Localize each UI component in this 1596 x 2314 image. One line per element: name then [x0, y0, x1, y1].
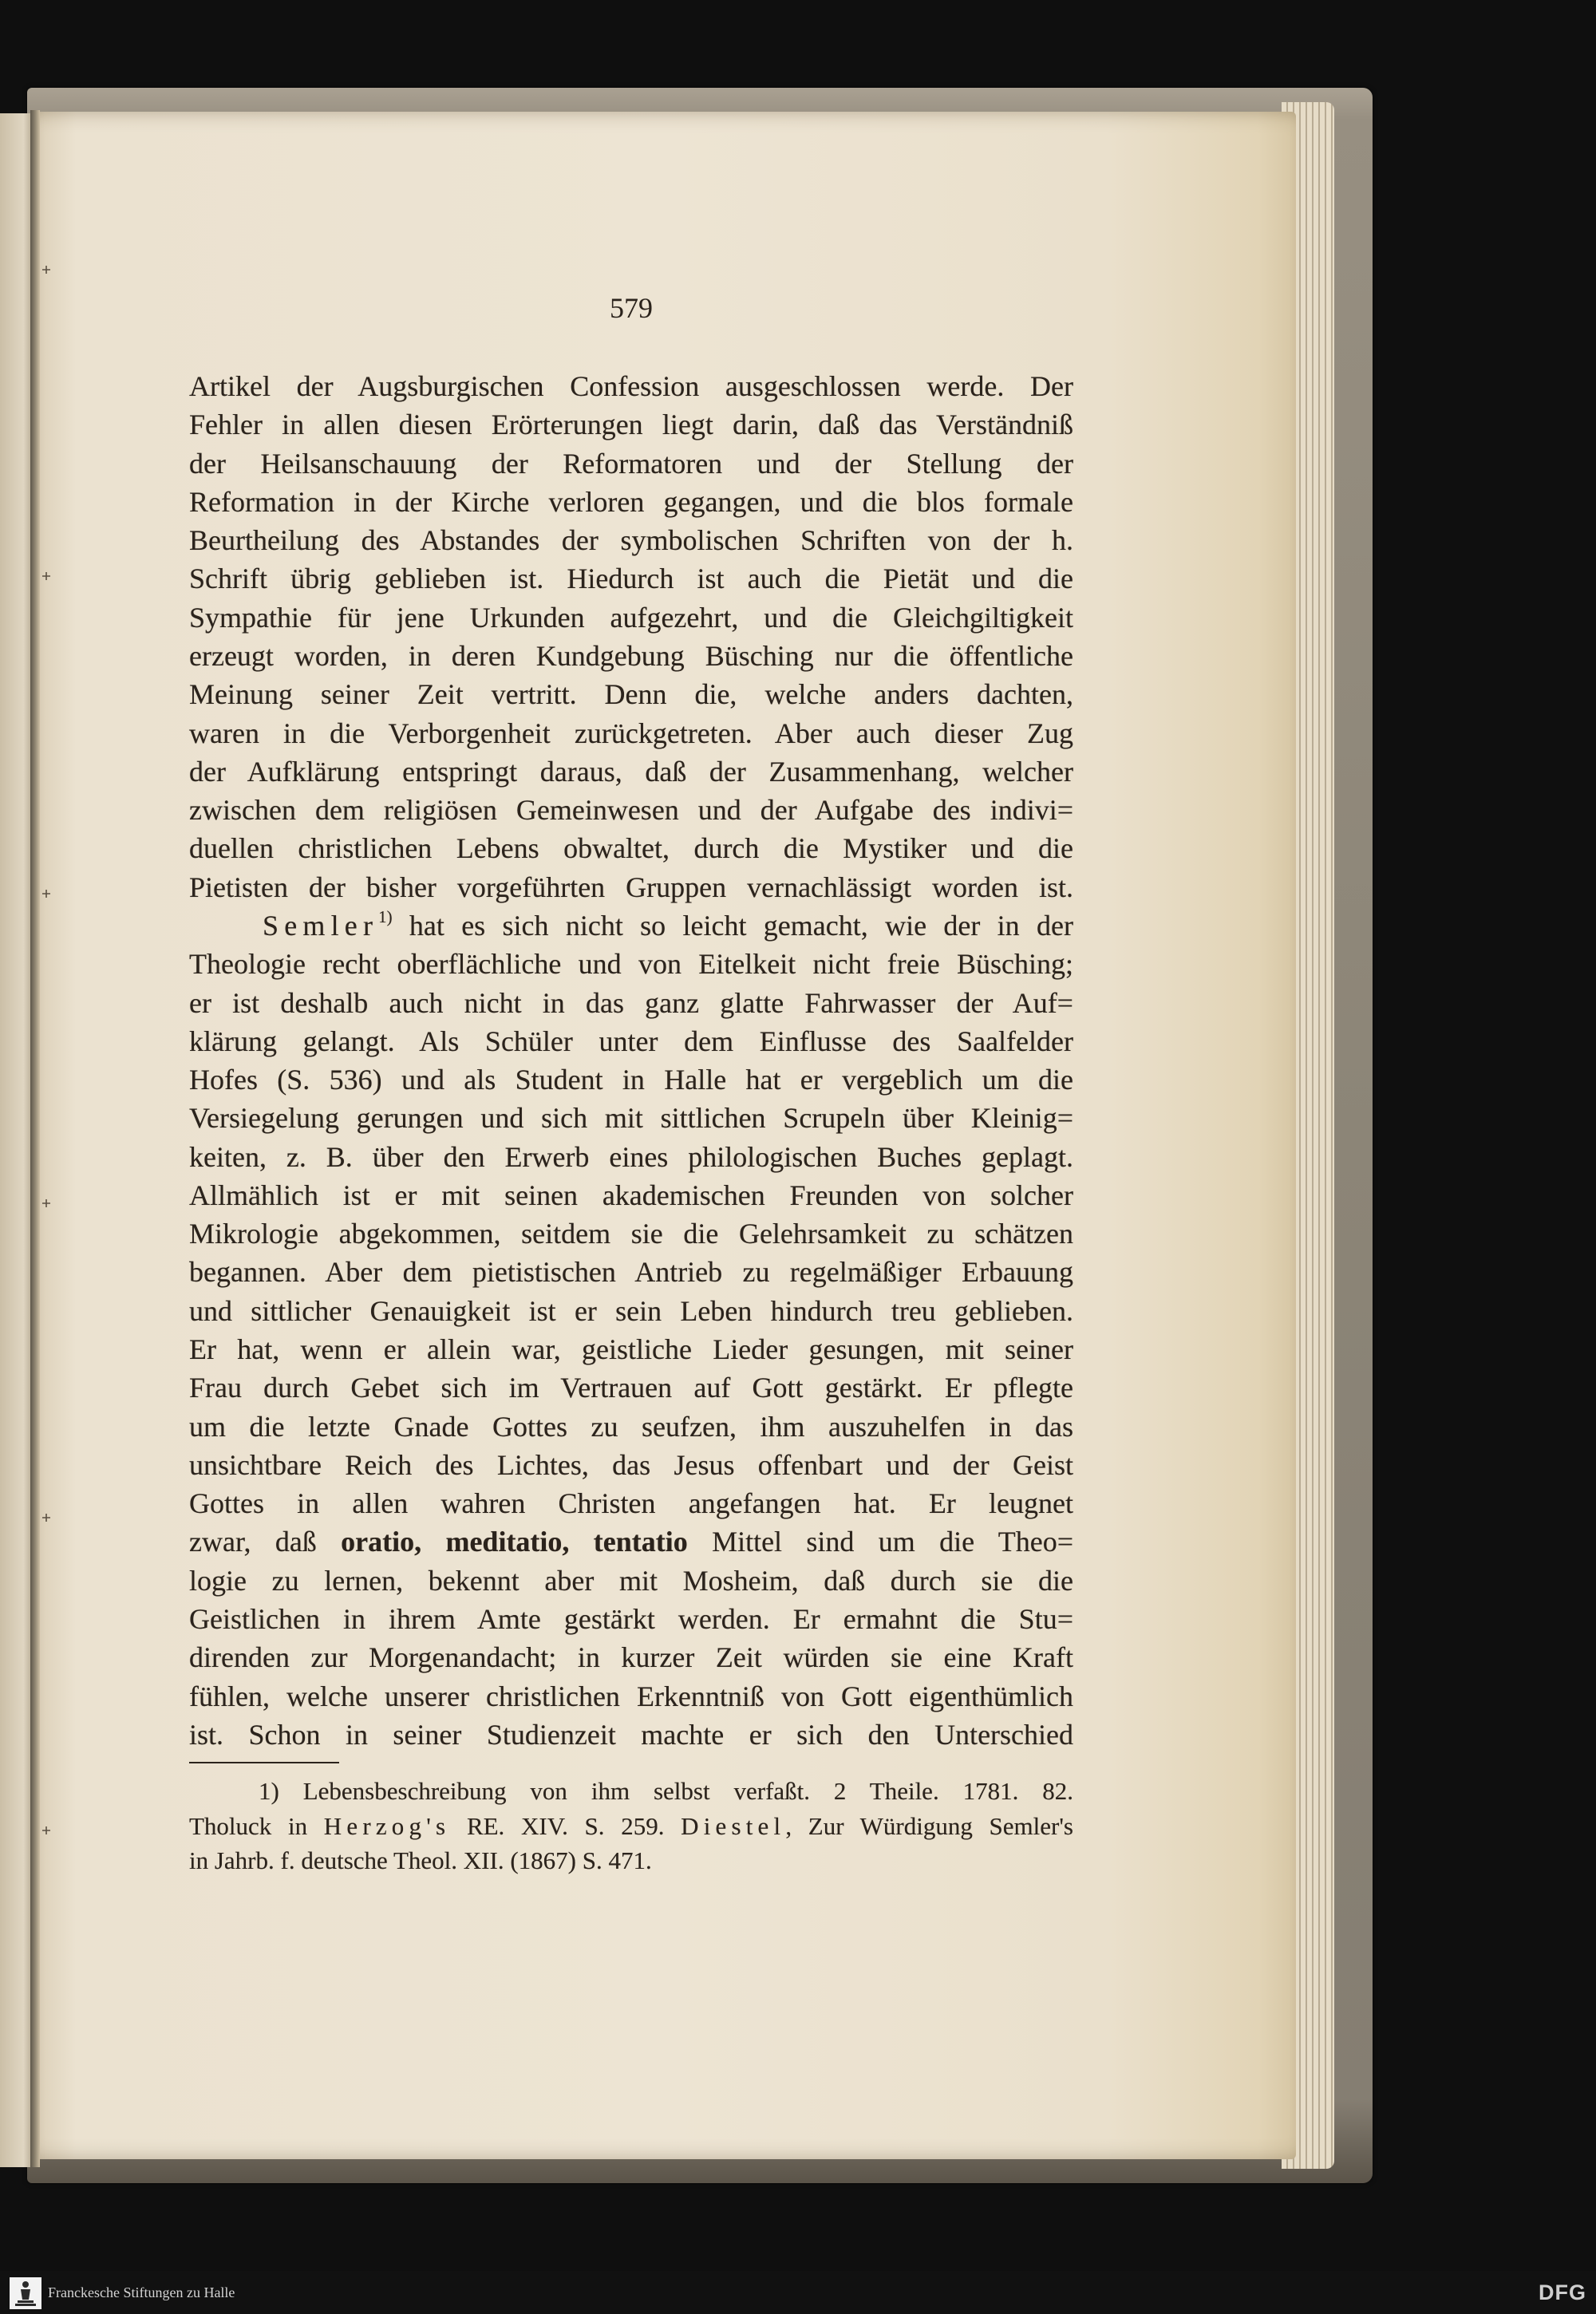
body-text-line: der Aufklärung entspringt daraus, daß der Zusammenhang, welcher: [189, 755, 1073, 788]
body-text-line: direnden zur Morgenandacht; in kurzer Zeit würden sie eine Kraft: [189, 1641, 1073, 1674]
body-text-line: duellen christlichen Lebens obwaltet, durch die Mystiker und die: [189, 832, 1073, 865]
body-text-line: logie zu lernen, bekennt aber mit Mosheim, daß durch sie die: [189, 1564, 1073, 1597]
stitch-mark: [41, 571, 51, 581]
footnote-line: in Jahrb. f. deutsche Theol. XII. (1867) S. 471.: [189, 1846, 652, 1874]
stitch-mark: [41, 1198, 51, 1208]
body-text-line: ist. Schon in seiner Studienzeit machte er sich den Unterschied: [189, 1718, 1073, 1751]
author-name-spaced: Semler: [263, 909, 379, 942]
body-text-line: er ist deshalb auch nicht in das ganz glatte Fahrwasser der Auf=: [189, 986, 1073, 1019]
footnote-rule: [189, 1762, 339, 1763]
institution-logo: [10, 2277, 41, 2309]
body-text-line: um die letzte Gnade Gottes zu seufzen, ihm auszuhelfen in das: [189, 1410, 1073, 1443]
body-text-line: Artikel der Augsburgischen Confession ausgeschlossen werde. Der: [189, 370, 1073, 402]
body-text-line: erzeugt worden, in deren Kundgebung Büsching nur die öffentliche: [189, 639, 1073, 672]
stitch-mark: [41, 1513, 51, 1522]
body-text-line: [189, 1522, 1073, 1561]
body-text-line: zwischen dem religiösen Gemeinwesen und der Aufgabe des indivi=: [189, 794, 1073, 827]
line-text: RE. XIV. S. 259.: [450, 1811, 681, 1840]
footnote-ref: 1): [378, 907, 393, 927]
body-text-line: Mikrologie abgekommen, seitdem sie die Gelehrsamkeit zu schätzen: [189, 1218, 1073, 1250]
body-text-line: Versiegelung gerungen und sich mit sittlichen Scrupeln über Kleinig=: [189, 1102, 1073, 1135]
footnote-line: 1) Lebensbeschreibung von ihm selbst verfaßt. 2 Theile. 1781. 82.: [259, 1777, 1073, 1805]
stitch-mark: [41, 265, 51, 274]
body-text-line: unsichtbare Reich des Lichtes, das Jesus offenbart und der Geist: [189, 1448, 1073, 1481]
institution-name: Franckesche Stiftungen zu Halle: [48, 2284, 235, 2300]
body-text-line: Beurtheilung des Abstandes der symbolischen Schriften von der h.: [189, 524, 1073, 557]
dfg-logo: DFG: [1539, 2280, 1586, 2304]
body-text-line: Pietisten der bisher vorgeführten Gruppen vernachlässigt worden ist.: [189, 871, 1073, 903]
body-text-line: fühlen, welche unserer christlichen Erkenntniß von Gott eigenthümlich: [189, 1680, 1073, 1712]
body-text-line: Hofes (S. 536) und als Student in Halle hat er vergeblich um die: [189, 1064, 1073, 1096]
binding-gutter: [30, 110, 40, 2167]
body-text-line: waren in die Verborgenheit zurückgetreten. Aber auch dieser Zug: [189, 717, 1073, 749]
line-text: Tholuck in: [189, 1811, 324, 1840]
latin-phrase: oratio, meditatio, tentatio: [341, 1526, 688, 1558]
footnote-line: [189, 1809, 1073, 1844]
stitch-mark: [41, 889, 51, 898]
body-text-line: der Heilsanschauung der Reformatoren und der Stellung der: [189, 447, 1073, 480]
body-text-line: Frau durch Gebet sich im Vertrauen auf Gott gestärkt. Er pflegte: [189, 1372, 1073, 1404]
line-text: Mittel sind um die Theo=: [687, 1526, 1074, 1558]
body-text-line: Meinung seiner Zeit vertritt. Denn die, welche anders dachten,: [189, 678, 1073, 711]
body-text-line: Geistlichen in ihrem Amte gestärkt werden. Er ermahnt die Stu=: [189, 1603, 1073, 1635]
footnotes: [189, 1774, 1073, 1878]
body-text-line: und sittlicher Genauigkeit ist er sein Leben hindurch treu geblieben.: [189, 1294, 1073, 1327]
body-text-line: Allmählich ist er mit seinen akademischen Freunden von solcher: [189, 1179, 1073, 1211]
line-text: zwar, daß: [189, 1526, 342, 1558]
stitch-mark: [41, 1826, 51, 1835]
author-name-spaced: Herzog's: [323, 1811, 451, 1840]
body-text-line: Sympathie für jene Urkunden aufgezehrt, und die Gleichgiltigkeit: [189, 601, 1073, 634]
body-text-line: Reformation in der Kirche verloren gegangen, und die blos formale: [189, 485, 1073, 518]
body-text-line: Fehler in allen diesen Erörterungen liegt darin, daß das Verständniß: [189, 409, 1073, 441]
viewer-footer: [0, 2271, 1596, 2314]
facing-page-edge: [0, 113, 34, 2167]
line-text: , Zur Würdigung Semler's: [785, 1811, 1073, 1840]
body-text-line: klärung gelangt. Als Schüler unter dem Einflusse des Saalfelder: [189, 1025, 1073, 1057]
author-name-spaced: Diestel: [681, 1811, 786, 1840]
body-text-line: Gottes in allen wahren Christen angefangen hat. Er leugnet: [189, 1487, 1073, 1520]
body-text-line: Theologie recht oberflächliche und von Eitelkeit nicht freie Büsching;: [189, 948, 1073, 981]
body-text: [189, 367, 1073, 1754]
body-text-line: begannen. Aber dem pietistischen Antrieb zu regelmäßiger Erbauung: [189, 1256, 1073, 1289]
body-text-line: [189, 906, 1073, 945]
line-text: hat es sich nicht so leicht gemacht, wie der in der: [392, 909, 1073, 942]
body-text-line: Er hat, wenn er allein war, geistliche Lieder gesungen, mit seiner: [189, 1333, 1073, 1366]
body-text-line: keiten, z. B. über den Erwerb eines philologischen Buches geplagt.: [189, 1140, 1073, 1173]
body-text-line: Schrift übrig geblieben ist. Hiedurch ist auch die Pietät und die: [189, 563, 1073, 595]
page-number: 579: [610, 292, 653, 324]
